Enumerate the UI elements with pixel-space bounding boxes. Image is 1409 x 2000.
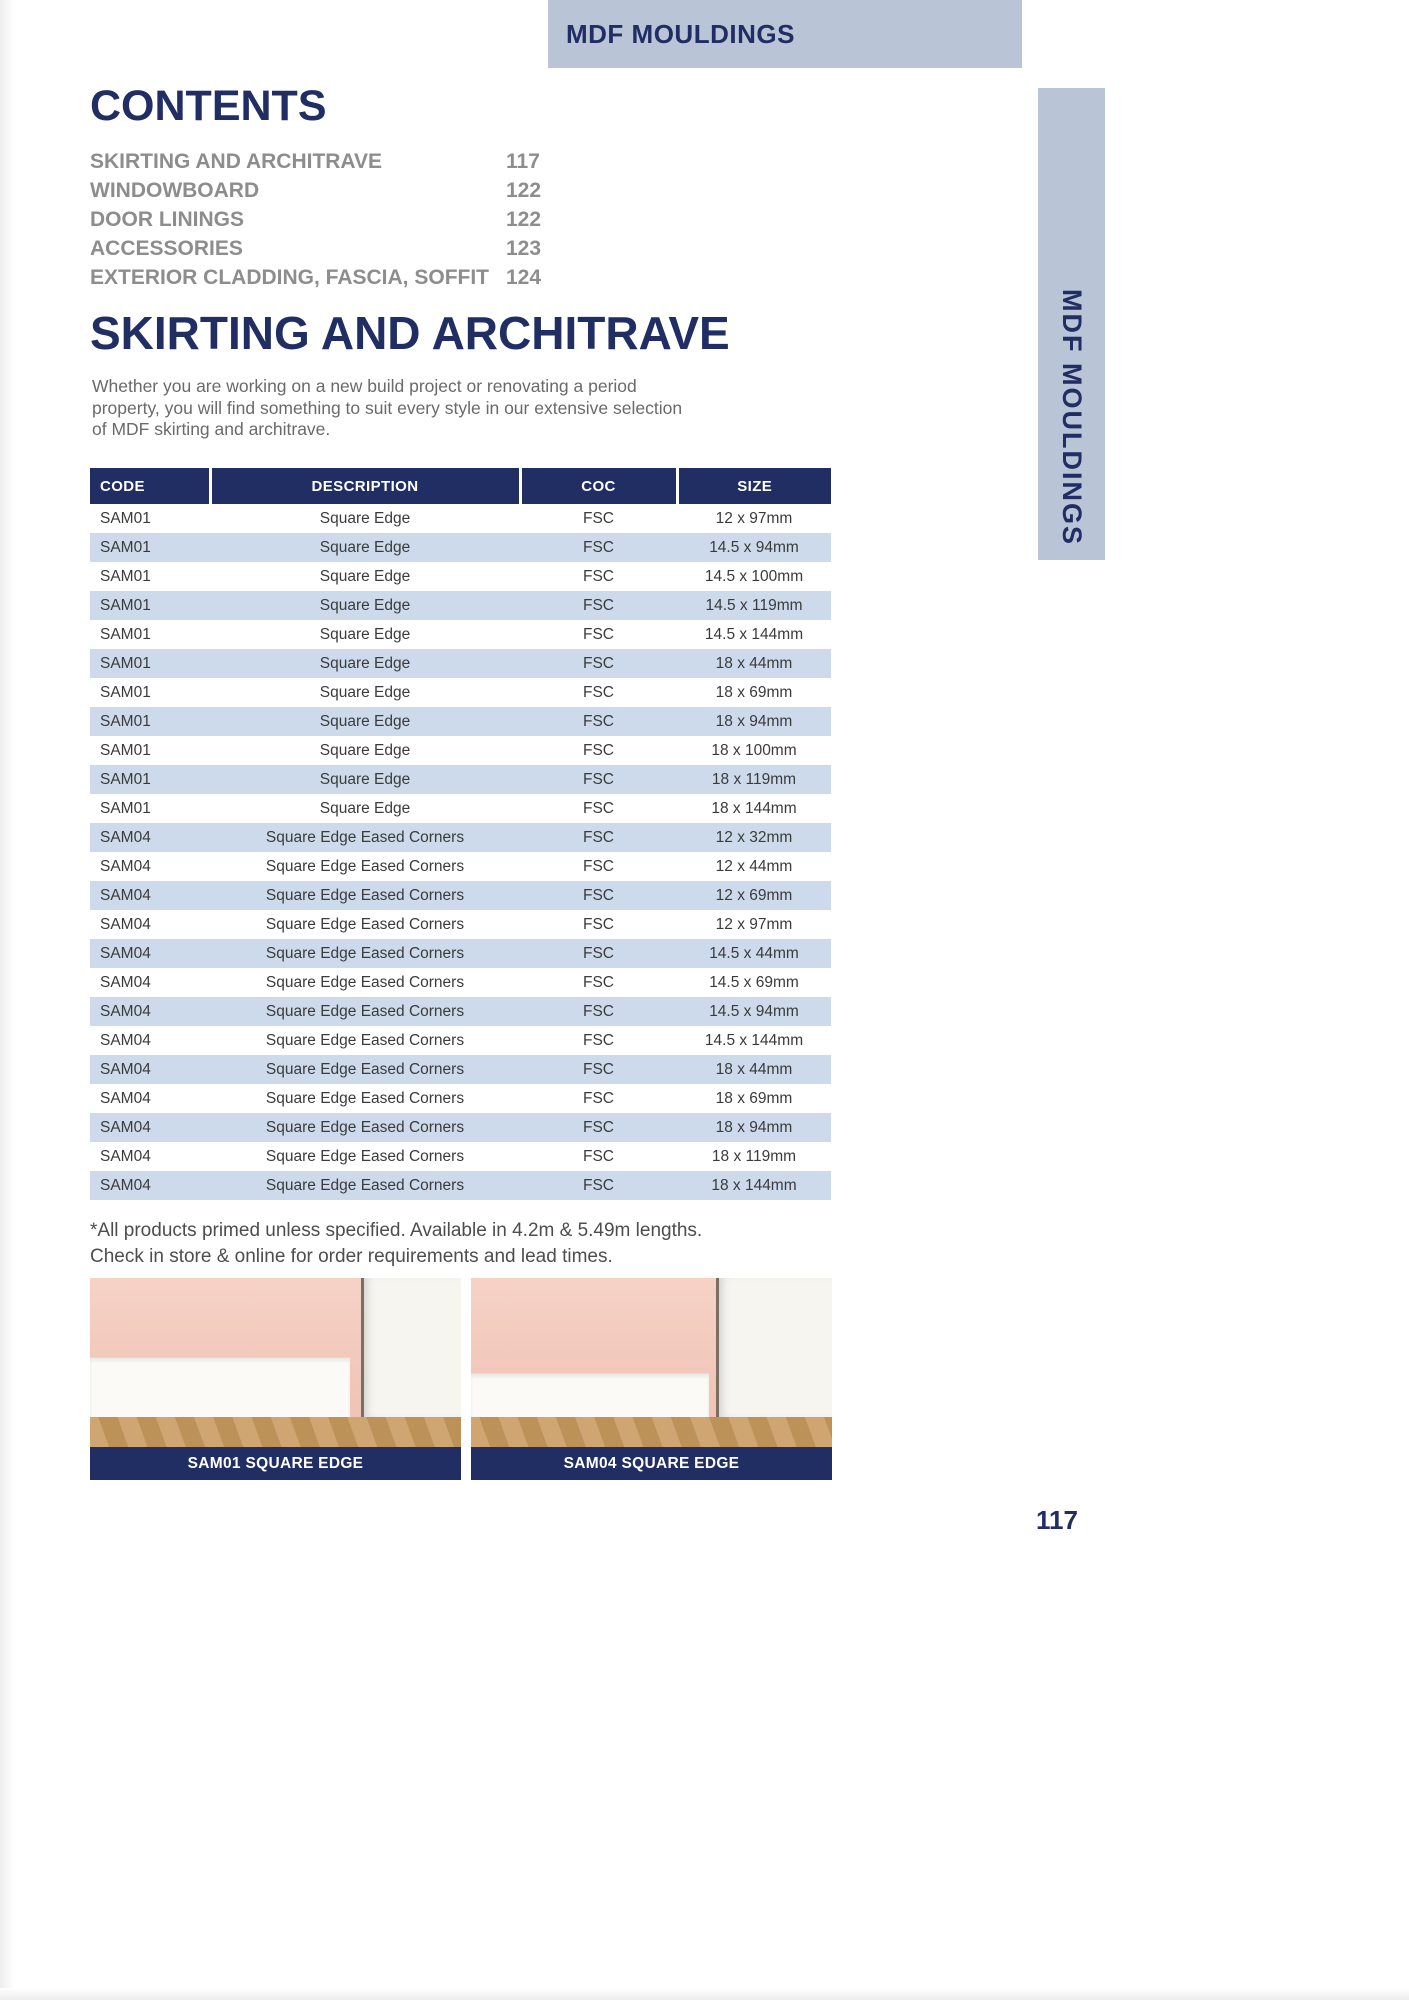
table-cell: SAM01 <box>100 509 151 527</box>
product-figures <box>90 1278 832 1480</box>
contents-block <box>90 82 650 292</box>
table-cell: FSC <box>520 707 677 736</box>
table-row <box>90 707 831 736</box>
table-cell: FSC <box>583 683 614 701</box>
table-cell: SAM04 <box>100 857 151 875</box>
table-cell: FSC <box>583 1031 614 1049</box>
section-intro: Whether you are working on a new build project or renovating a period property, you will find something to suit every style in our extensive selection of MDF skirting and architrave. <box>92 376 683 439</box>
table-cell: SAM01 <box>90 707 210 736</box>
table-row <box>90 968 831 997</box>
table-cell: SAM01 <box>100 799 151 817</box>
table-cell: 18 x 44mm <box>677 649 831 678</box>
table-cell: FSC <box>583 625 614 643</box>
table-cell: SAM01 <box>100 567 151 585</box>
table-row <box>90 1113 831 1142</box>
contents-item-label: DOOR LININGS <box>90 208 245 231</box>
contents-item <box>90 176 650 205</box>
figure-caption: SAM04 SQUARE EDGE <box>471 1447 832 1480</box>
table-row <box>90 736 831 765</box>
table-cell: SAM01 <box>100 683 151 701</box>
table-header-cell: SIZE <box>677 468 831 504</box>
table-cell: SAM04 <box>90 997 210 1026</box>
table-cell: SAM01 <box>90 765 210 794</box>
table-cell: FSC <box>520 881 677 910</box>
table-cell: FSC <box>520 765 677 794</box>
table-cell: 18 x 69mm <box>715 1089 793 1107</box>
table-cell: 12 x 97mm <box>715 915 793 933</box>
page-left-edge <box>0 0 14 2000</box>
table-cell: Square Edge Eased Corners <box>265 857 465 875</box>
table-row <box>90 1055 831 1084</box>
table-cell: SAM04 <box>100 915 151 933</box>
table-cell: Square Edge Eased Corners <box>210 881 520 910</box>
table-cell: 14.5 x 144mm <box>704 1031 804 1049</box>
table-cell: FSC <box>520 939 677 968</box>
figure-sam04 <box>471 1278 832 1480</box>
table-cell: SAM04 <box>100 973 151 991</box>
skirting-board <box>471 1373 709 1417</box>
table-cell: FSC <box>520 1113 677 1142</box>
contents-item-page: 122 <box>506 208 542 231</box>
table-cell: FSC <box>520 649 677 678</box>
table-cell: 18 x 119mm <box>677 765 831 794</box>
footnote-line-2: Check in store & online for order requirements and lead times. <box>90 1246 613 1267</box>
table-cell: 14.5 x 44mm <box>677 939 831 968</box>
table-header-cell: DESCRIPTION <box>210 468 520 504</box>
table-cell: SAM01 <box>90 649 210 678</box>
table-row <box>90 1142 831 1171</box>
table-cell: Square Edge <box>319 741 411 759</box>
table-cell: FSC <box>520 1171 677 1200</box>
table-cell: Square Edge Eased Corners <box>265 915 465 933</box>
table-row <box>90 1084 831 1113</box>
table-cell: 18 x 119mm <box>711 1147 797 1165</box>
table-cell: FSC <box>583 973 614 991</box>
table-row <box>90 1171 831 1200</box>
table-cell: Square Edge <box>319 683 411 701</box>
table-cell: FSC <box>520 1055 677 1084</box>
table-cell: 14.5 x 94mm <box>677 533 831 562</box>
table-row <box>90 678 831 707</box>
door-panel <box>361 1278 461 1417</box>
table-row <box>90 765 831 794</box>
table-row <box>90 910 831 939</box>
table-row <box>90 591 831 620</box>
top-section-band-label: MDF MOULDINGS <box>566 18 795 49</box>
table-cell: 18 x 69mm <box>715 683 793 701</box>
table-cell: Square Edge <box>210 533 520 562</box>
table-row <box>90 997 831 1026</box>
table-cell: Square Edge Eased Corners <box>210 1113 520 1142</box>
table-cell: FSC <box>520 823 677 852</box>
contents-title: CONTENTS <box>90 82 327 130</box>
page-bottom-edge <box>0 1988 1409 2000</box>
table-cell: SAM01 <box>100 625 151 643</box>
contents-item <box>90 263 650 292</box>
contents-list <box>90 147 650 292</box>
table-cell: SAM01 <box>90 591 210 620</box>
table-header-cell: CODE <box>90 468 210 504</box>
table-cell: Square Edge <box>210 649 520 678</box>
table-cell: SAM04 <box>100 1089 151 1107</box>
table-cell: Square Edge Eased Corners <box>210 939 520 968</box>
page-number: 117 <box>1036 1505 1078 1535</box>
table-row <box>90 823 831 852</box>
table-cell: Square Edge <box>319 509 411 527</box>
table-cell: 14.5 x 94mm <box>677 997 831 1026</box>
skirting-board <box>90 1357 350 1417</box>
table-cell: Square Edge Eased Corners <box>265 973 465 991</box>
table-cell: SAM04 <box>90 823 210 852</box>
table-cell: SAM04 <box>90 1171 210 1200</box>
table-cell: SAM04 <box>90 881 210 910</box>
contents-item-label: SKIRTING AND ARCHITRAVE <box>90 150 383 173</box>
side-tab <box>1038 88 1105 560</box>
table-cell: Square Edge Eased Corners <box>210 823 520 852</box>
table-cell: Square Edge <box>319 799 411 817</box>
contents-item <box>90 147 650 176</box>
table-row <box>90 794 831 823</box>
table-cell: 18 x 100mm <box>711 741 797 759</box>
table-row <box>90 533 831 562</box>
table-cell: 18 x 144mm <box>711 799 797 817</box>
figure-sam01 <box>90 1278 461 1480</box>
table-cell: 18 x 144mm <box>677 1171 831 1200</box>
table-cell: Square Edge Eased Corners <box>265 1089 465 1107</box>
wood-floor <box>471 1417 832 1447</box>
section-title: SKIRTING AND ARCHITRAVE <box>90 307 730 359</box>
table-cell: Square Edge Eased Corners <box>265 1147 465 1165</box>
table-cell: SAM04 <box>90 1113 210 1142</box>
product-table-header-row <box>90 468 831 504</box>
table-header-cell: COC <box>520 468 677 504</box>
top-section-band <box>548 0 1022 68</box>
wood-floor <box>90 1417 461 1447</box>
contents-item-label: WINDOWBOARD <box>90 179 260 202</box>
table-cell: FSC <box>583 1147 614 1165</box>
table-row <box>90 562 831 591</box>
table-cell: Square Edge Eased Corners <box>265 1031 465 1049</box>
contents-item-page: 122 <box>506 179 542 202</box>
table-cell: Square Edge <box>210 591 520 620</box>
table-cell: FSC <box>520 591 677 620</box>
table-cell: FSC <box>583 915 614 933</box>
table-cell: FSC <box>583 741 614 759</box>
table-cell: 18 x 94mm <box>677 707 831 736</box>
product-table <box>90 468 831 1200</box>
table-row <box>90 504 831 533</box>
contents-item-page: 123 <box>506 237 542 260</box>
side-tab-label: MDF MOULDINGS <box>1057 289 1087 546</box>
table-cell: Square Edge Eased Corners <box>210 997 520 1026</box>
table-cell: FSC <box>520 533 677 562</box>
table-cell: Square Edge <box>319 567 411 585</box>
table-cell: 14.5 x 69mm <box>709 973 799 991</box>
contents-item <box>90 234 650 263</box>
figure-caption: SAM01 SQUARE EDGE <box>90 1447 461 1480</box>
table-cell: 12 x 69mm <box>677 881 831 910</box>
table-cell: FSC <box>583 567 614 585</box>
table-cell: FSC <box>583 1089 614 1107</box>
contents-item-page: 117 <box>506 150 540 173</box>
contents-item-page: 124 <box>506 266 542 289</box>
table-cell: 14.5 x 144mm <box>704 625 804 643</box>
table-cell: FSC <box>583 509 614 527</box>
product-photo <box>471 1278 832 1447</box>
table-row <box>90 852 831 881</box>
table-cell: 12 x 97mm <box>715 509 793 527</box>
table-cell: Square Edge <box>210 765 520 794</box>
table-cell: SAM01 <box>100 741 151 759</box>
contents-item <box>90 205 650 234</box>
table-row <box>90 620 831 649</box>
table-cell: SAM04 <box>100 1031 151 1049</box>
table-cell: Square Edge Eased Corners <box>210 1171 520 1200</box>
table-row <box>90 649 831 678</box>
table-cell: FSC <box>583 799 614 817</box>
table-cell: 14.5 x 119mm <box>677 591 831 620</box>
table-row <box>90 1026 831 1055</box>
product-table-body <box>90 504 831 1200</box>
table-cell: 12 x 44mm <box>715 857 793 875</box>
table-cell: FSC <box>520 997 677 1026</box>
table-row <box>90 881 831 910</box>
table-cell: SAM04 <box>90 939 210 968</box>
table-row <box>90 939 831 968</box>
footnote <box>90 1218 702 1270</box>
table-cell: Square Edge Eased Corners <box>210 1055 520 1084</box>
table-cell: SAM04 <box>100 1147 151 1165</box>
table-cell: 18 x 44mm <box>677 1055 831 1084</box>
footnote-line-1: *All products primed unless specified. Available in 4.2m & 5.49m lengths. <box>90 1220 703 1241</box>
table-cell: SAM04 <box>90 1055 210 1084</box>
table-cell: 18 x 94mm <box>677 1113 831 1142</box>
table-cell: Square Edge <box>319 625 411 643</box>
table-cell: Square Edge <box>210 707 520 736</box>
product-photo <box>90 1278 461 1447</box>
table-cell: 12 x 32mm <box>677 823 831 852</box>
table-cell: 14.5 x 100mm <box>704 567 804 585</box>
door-panel <box>716 1278 832 1417</box>
contents-item-label: EXTERIOR CLADDING, FASCIA, SOFFIT <box>90 266 490 289</box>
table-cell: SAM01 <box>90 533 210 562</box>
table-cell: FSC <box>583 857 614 875</box>
contents-item-label: ACCESSORIES <box>90 237 243 260</box>
